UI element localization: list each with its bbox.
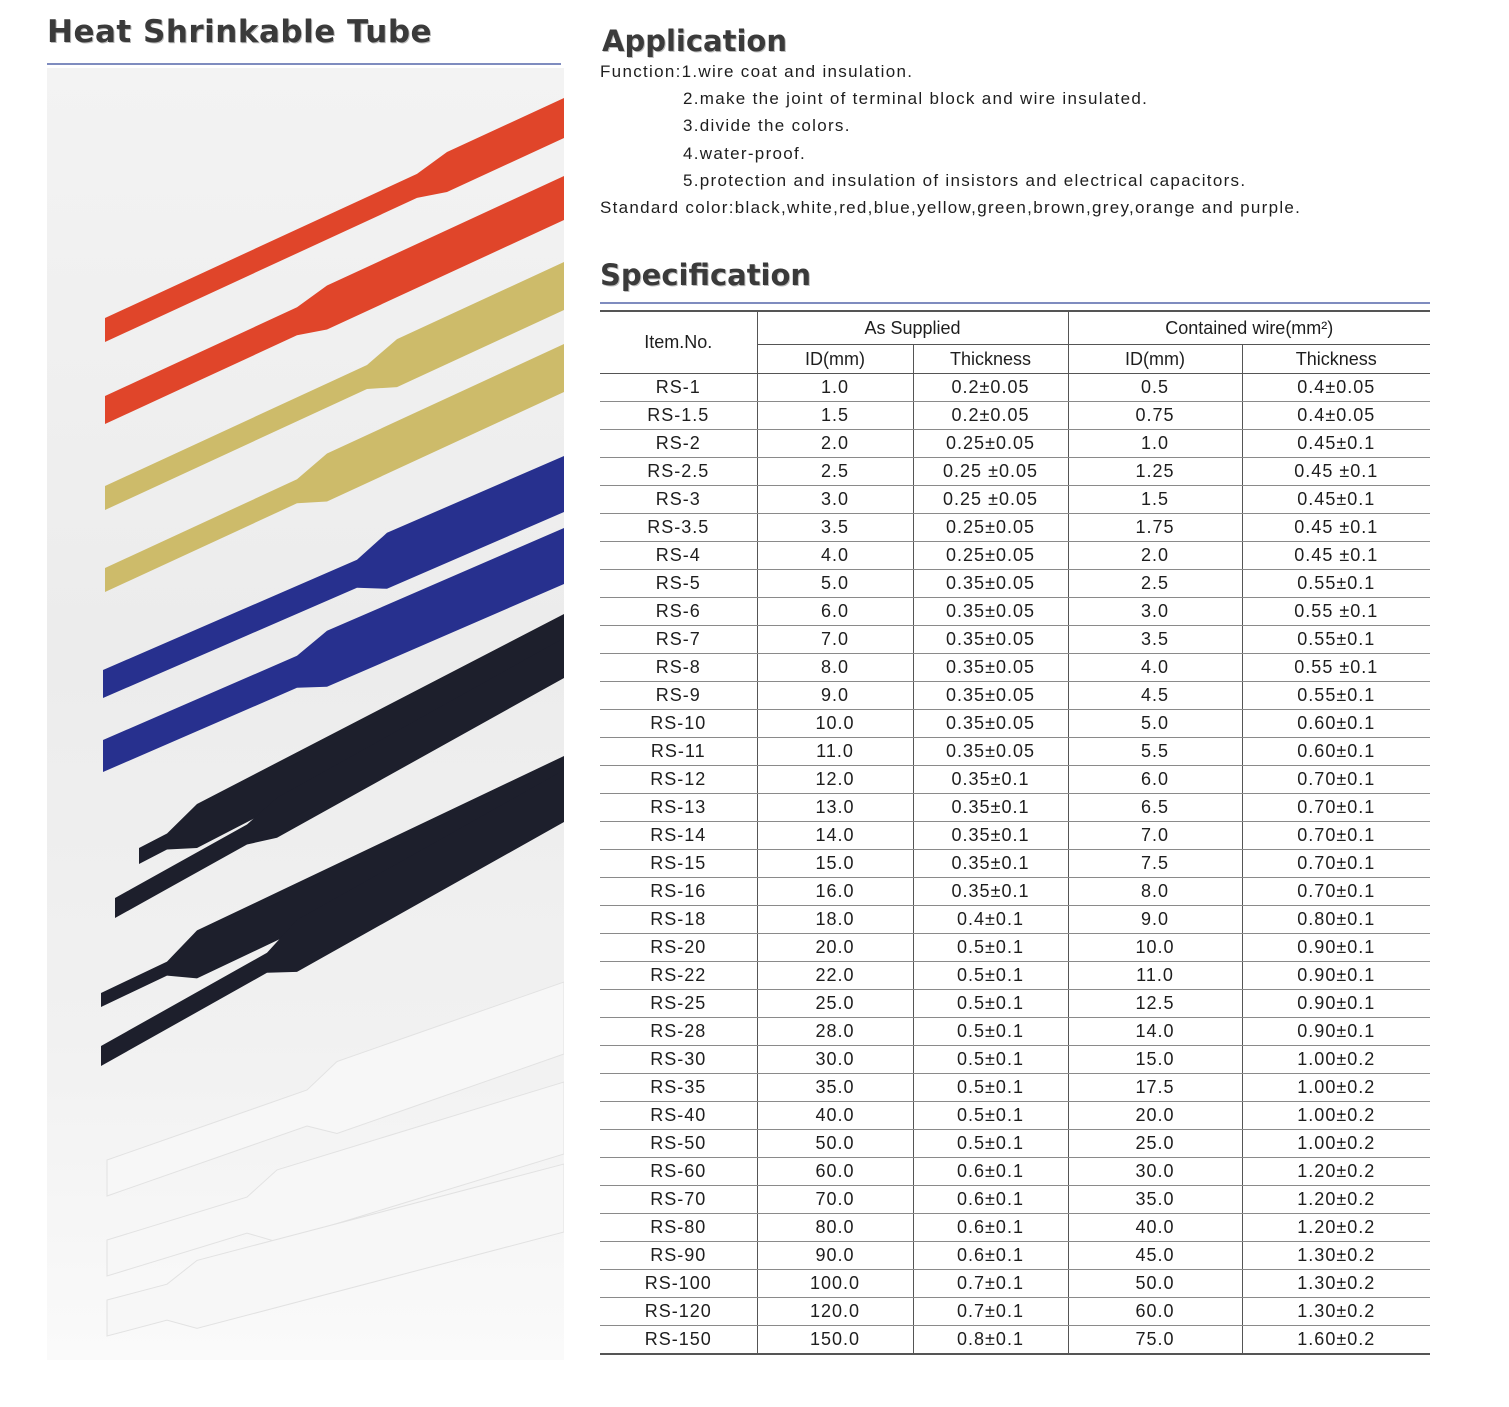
item-no-cell: RS-4 (600, 542, 757, 570)
table-row (600, 1270, 1430, 1298)
thickness-cell: 0.5±0.1 (913, 1074, 1068, 1102)
item-no-cell: RS-11 (600, 738, 757, 766)
specification-table (600, 310, 1430, 1355)
thickness-cell: 0.25 ±0.05 (913, 486, 1068, 514)
id-cell: 90.0 (757, 1242, 913, 1270)
thickness-cell: 0.8±0.1 (913, 1326, 1068, 1355)
wire-thickness-cell: 0.55±0.1 (1242, 682, 1430, 710)
wire-id-cell: 6.5 (1068, 794, 1242, 822)
standard-color-line: Standard color:black,white,red,blue,yellow,green,brown,grey,orange and purple. (600, 198, 1302, 217)
id-cell: 35.0 (757, 1074, 913, 1102)
table-row (600, 1130, 1430, 1158)
thickness-cell: 0.5±0.1 (913, 934, 1068, 962)
item-no-cell: RS-12 (600, 766, 757, 794)
wire-thickness-cell: 1.20±0.2 (1242, 1186, 1430, 1214)
wire-id-cell: 14.0 (1068, 1018, 1242, 1046)
thickness-cell: 0.25±0.05 (913, 514, 1068, 542)
wire-id-cell: 4.0 (1068, 654, 1242, 682)
wire-id-cell: 40.0 (1068, 1214, 1242, 1242)
item-no-cell: RS-5 (600, 570, 757, 598)
table-row (600, 514, 1430, 542)
function-line-3: 3.divide the colors. (683, 116, 851, 135)
wire-id-cell: 6.0 (1068, 766, 1242, 794)
wire-id-cell: 50.0 (1068, 1270, 1242, 1298)
wire-id-cell: 2.0 (1068, 542, 1242, 570)
wire-id-cell: 1.75 (1068, 514, 1242, 542)
item-no-cell: RS-60 (600, 1158, 757, 1186)
thickness-cell: 0.35±0.05 (913, 710, 1068, 738)
wire-id-cell: 3.5 (1068, 626, 1242, 654)
header-as-supplied: As Supplied (757, 311, 1068, 345)
id-cell: 60.0 (757, 1158, 913, 1186)
thickness-cell: 0.5±0.1 (913, 1046, 1068, 1074)
wire-thickness-cell: 1.20±0.2 (1242, 1158, 1430, 1186)
wire-id-cell: 17.5 (1068, 1074, 1242, 1102)
function-line-2: 2.make the joint of terminal block and wire insulated. (683, 89, 1149, 108)
thickness-cell: 0.35±0.1 (913, 878, 1068, 906)
wire-id-cell: 11.0 (1068, 962, 1242, 990)
wire-id-cell: 5.0 (1068, 710, 1242, 738)
specification-rows (600, 374, 1430, 1355)
table-row (600, 570, 1430, 598)
wire-thickness-cell: 0.45±0.1 (1242, 486, 1430, 514)
id-cell: 8.0 (757, 654, 913, 682)
function-line-4: 4.water-proof. (683, 144, 807, 163)
wire-thickness-cell: 0.90±0.1 (1242, 1018, 1430, 1046)
wire-thickness-cell: 0.55±0.1 (1242, 626, 1430, 654)
item-no-cell: RS-13 (600, 794, 757, 822)
id-cell: 11.0 (757, 738, 913, 766)
wire-id-cell: 30.0 (1068, 1158, 1242, 1186)
wire-thickness-cell: 0.70±0.1 (1242, 850, 1430, 878)
wire-id-cell: 25.0 (1068, 1130, 1242, 1158)
wire-id-cell: 9.0 (1068, 906, 1242, 934)
item-no-cell: RS-7 (600, 626, 757, 654)
wire-thickness-cell: 0.70±0.1 (1242, 878, 1430, 906)
item-no-cell: RS-100 (600, 1270, 757, 1298)
id-cell: 1.0 (757, 374, 913, 402)
thickness-cell: 0.5±0.1 (913, 1130, 1068, 1158)
function-line-1: Function:1.wire coat and insulation. (600, 62, 914, 81)
thickness-cell: 0.7±0.1 (913, 1270, 1068, 1298)
id-cell: 6.0 (757, 598, 913, 626)
wire-thickness-cell: 0.60±0.1 (1242, 710, 1430, 738)
item-no-cell: RS-9 (600, 682, 757, 710)
wire-thickness-cell: 1.00±0.2 (1242, 1074, 1430, 1102)
id-cell: 15.0 (757, 850, 913, 878)
thickness-cell: 0.25±0.05 (913, 430, 1068, 458)
wire-id-cell: 15.0 (1068, 1046, 1242, 1074)
thickness-cell: 0.2±0.05 (913, 402, 1068, 430)
wire-id-cell: 75.0 (1068, 1326, 1242, 1355)
id-cell: 120.0 (757, 1298, 913, 1326)
item-no-cell: RS-40 (600, 1102, 757, 1130)
id-cell: 4.0 (757, 542, 913, 570)
table-row (600, 374, 1430, 402)
table-row (600, 402, 1430, 430)
item-no-cell: RS-15 (600, 850, 757, 878)
id-cell: 22.0 (757, 962, 913, 990)
table-row (600, 654, 1430, 682)
item-no-cell: RS-18 (600, 906, 757, 934)
wire-thickness-cell: 0.90±0.1 (1242, 934, 1430, 962)
thickness-cell: 0.35±0.1 (913, 794, 1068, 822)
table-row (600, 1214, 1430, 1242)
wire-id-cell: 8.0 (1068, 878, 1242, 906)
item-no-cell: RS-3 (600, 486, 757, 514)
id-cell: 150.0 (757, 1326, 913, 1355)
id-cell: 50.0 (757, 1130, 913, 1158)
item-no-cell: RS-28 (600, 1018, 757, 1046)
wire-thickness-cell: 1.00±0.2 (1242, 1046, 1430, 1074)
item-no-cell: RS-150 (600, 1326, 757, 1355)
thickness-cell: 0.5±0.1 (913, 1102, 1068, 1130)
thickness-cell: 0.35±0.05 (913, 654, 1068, 682)
header-item-no: Item.No. (600, 311, 757, 374)
header-wire-thickness: Thickness (1242, 345, 1430, 374)
wire-id-cell: 2.5 (1068, 570, 1242, 598)
table-row (600, 682, 1430, 710)
table-row (600, 430, 1430, 458)
wire-thickness-cell: 0.90±0.1 (1242, 990, 1430, 1018)
id-cell: 40.0 (757, 1102, 913, 1130)
wire-thickness-cell: 0.70±0.1 (1242, 766, 1430, 794)
id-cell: 7.0 (757, 626, 913, 654)
wire-thickness-cell: 1.00±0.2 (1242, 1130, 1430, 1158)
id-cell: 80.0 (757, 1214, 913, 1242)
item-no-cell: RS-8 (600, 654, 757, 682)
item-no-cell: RS-80 (600, 1214, 757, 1242)
wire-thickness-cell: 0.55 ±0.1 (1242, 598, 1430, 626)
table-row (600, 486, 1430, 514)
wire-thickness-cell: 0.70±0.1 (1242, 794, 1430, 822)
specification-divider (600, 302, 1430, 304)
item-no-cell: RS-14 (600, 822, 757, 850)
item-no-cell: RS-22 (600, 962, 757, 990)
wire-thickness-cell: 0.45 ±0.1 (1242, 542, 1430, 570)
wire-thickness-cell: 1.30±0.2 (1242, 1270, 1430, 1298)
id-cell: 28.0 (757, 1018, 913, 1046)
item-no-cell: RS-30 (600, 1046, 757, 1074)
table-row (600, 962, 1430, 990)
wire-thickness-cell: 0.55 ±0.1 (1242, 654, 1430, 682)
item-no-cell: RS-50 (600, 1130, 757, 1158)
thickness-cell: 0.5±0.1 (913, 962, 1068, 990)
thickness-cell: 0.25±0.05 (913, 542, 1068, 570)
item-no-cell: RS-25 (600, 990, 757, 1018)
id-cell: 25.0 (757, 990, 913, 1018)
item-no-cell: RS-20 (600, 934, 757, 962)
thickness-cell: 0.6±0.1 (913, 1158, 1068, 1186)
id-cell: 3.5 (757, 514, 913, 542)
wire-id-cell: 7.0 (1068, 822, 1242, 850)
thickness-cell: 0.4±0.1 (913, 906, 1068, 934)
table-row (600, 626, 1430, 654)
id-cell: 10.0 (757, 710, 913, 738)
wire-id-cell: 1.5 (1068, 486, 1242, 514)
thickness-cell: 0.35±0.05 (913, 598, 1068, 626)
thickness-cell: 0.35±0.05 (913, 738, 1068, 766)
item-no-cell: RS-90 (600, 1242, 757, 1270)
id-cell: 14.0 (757, 822, 913, 850)
thickness-cell: 0.6±0.1 (913, 1214, 1068, 1242)
header-contained-wire: Contained wire(mm²) (1068, 311, 1430, 345)
thickness-cell: 0.35±0.05 (913, 626, 1068, 654)
thickness-cell: 0.35±0.1 (913, 850, 1068, 878)
product-photo (47, 68, 564, 1360)
id-cell: 12.0 (757, 766, 913, 794)
id-cell: 5.0 (757, 570, 913, 598)
table-row (600, 1074, 1430, 1102)
item-no-cell: RS-35 (600, 1074, 757, 1102)
table-row (600, 598, 1430, 626)
wire-id-cell: 5.5 (1068, 738, 1242, 766)
table-row (600, 1102, 1430, 1130)
thickness-cell: 0.6±0.1 (913, 1186, 1068, 1214)
table-row (600, 878, 1430, 906)
wire-thickness-cell: 0.45±0.1 (1242, 430, 1430, 458)
thickness-cell: 0.25 ±0.05 (913, 458, 1068, 486)
wire-id-cell: 0.5 (1068, 374, 1242, 402)
id-cell: 9.0 (757, 682, 913, 710)
table-row (600, 990, 1430, 1018)
id-cell: 2.0 (757, 430, 913, 458)
thickness-cell: 0.5±0.1 (913, 1018, 1068, 1046)
id-cell: 70.0 (757, 1186, 913, 1214)
wire-thickness-cell: 0.80±0.1 (1242, 906, 1430, 934)
wire-id-cell: 45.0 (1068, 1242, 1242, 1270)
item-no-cell: RS-2 (600, 430, 757, 458)
application-title: Application (602, 24, 787, 58)
wire-thickness-cell: 1.00±0.2 (1242, 1102, 1430, 1130)
wire-thickness-cell: 1.30±0.2 (1242, 1242, 1430, 1270)
table-row (600, 710, 1430, 738)
item-no-cell: RS-10 (600, 710, 757, 738)
header-id: ID(mm) (757, 345, 913, 374)
wire-thickness-cell: 1.20±0.2 (1242, 1214, 1430, 1242)
table-row (600, 1326, 1430, 1355)
table-row (600, 934, 1430, 962)
header-thickness: Thickness (913, 345, 1068, 374)
id-cell: 3.0 (757, 486, 913, 514)
table-row (600, 766, 1430, 794)
wire-thickness-cell: 0.90±0.1 (1242, 962, 1430, 990)
thickness-cell: 0.35±0.1 (913, 766, 1068, 794)
thickness-cell: 0.7±0.1 (913, 1298, 1068, 1326)
table-row (600, 822, 1430, 850)
thickness-cell: 0.35±0.05 (913, 682, 1068, 710)
item-no-cell: RS-1.5 (600, 402, 757, 430)
wire-id-cell: 60.0 (1068, 1298, 1242, 1326)
table-row (600, 458, 1430, 486)
wire-id-cell: 1.25 (1068, 458, 1242, 486)
item-no-cell: RS-120 (600, 1298, 757, 1326)
wire-id-cell: 10.0 (1068, 934, 1242, 962)
table-row (600, 1298, 1430, 1326)
wire-id-cell: 20.0 (1068, 1102, 1242, 1130)
item-no-cell: RS-1 (600, 374, 757, 402)
id-cell: 20.0 (757, 934, 913, 962)
table-row (600, 850, 1430, 878)
id-cell: 1.5 (757, 402, 913, 430)
thickness-cell: 0.6±0.1 (913, 1242, 1068, 1270)
wire-id-cell: 3.0 (1068, 598, 1242, 626)
wire-thickness-cell: 0.4±0.05 (1242, 374, 1430, 402)
wire-id-cell: 1.0 (1068, 430, 1242, 458)
wire-thickness-cell: 0.4±0.05 (1242, 402, 1430, 430)
wire-id-cell: 12.5 (1068, 990, 1242, 1018)
table-row (600, 542, 1430, 570)
table-row (600, 1242, 1430, 1270)
table-row (600, 1158, 1430, 1186)
wire-thickness-cell: 1.60±0.2 (1242, 1326, 1430, 1355)
table-row (600, 794, 1430, 822)
wire-thickness-cell: 0.45 ±0.1 (1242, 458, 1430, 486)
wire-id-cell: 7.5 (1068, 850, 1242, 878)
thickness-cell: 0.5±0.1 (913, 990, 1068, 1018)
function-line-5: 5.protection and insulation of insistors and electrical capacitors. (683, 171, 1247, 190)
title-divider (47, 63, 561, 65)
id-cell: 100.0 (757, 1270, 913, 1298)
wire-thickness-cell: 0.60±0.1 (1242, 738, 1430, 766)
table-row (600, 1046, 1430, 1074)
thickness-cell: 0.2±0.05 (913, 374, 1068, 402)
wire-id-cell: 4.5 (1068, 682, 1242, 710)
id-cell: 13.0 (757, 794, 913, 822)
wire-thickness-cell: 0.45 ±0.1 (1242, 514, 1430, 542)
table-row (600, 1186, 1430, 1214)
thickness-cell: 0.35±0.05 (913, 570, 1068, 598)
item-no-cell: RS-70 (600, 1186, 757, 1214)
wire-thickness-cell: 0.70±0.1 (1242, 822, 1430, 850)
table-row (600, 1018, 1430, 1046)
id-cell: 18.0 (757, 906, 913, 934)
table-row (600, 906, 1430, 934)
item-no-cell: RS-2.5 (600, 458, 757, 486)
page-title: Heat Shrinkable Tube (47, 14, 433, 50)
id-cell: 16.0 (757, 878, 913, 906)
thickness-cell: 0.35±0.1 (913, 822, 1068, 850)
id-cell: 30.0 (757, 1046, 913, 1074)
header-wire-id: ID(mm) (1068, 345, 1242, 374)
wire-thickness-cell: 1.30±0.2 (1242, 1298, 1430, 1326)
wire-id-cell: 35.0 (1068, 1186, 1242, 1214)
wire-thickness-cell: 0.55±0.1 (1242, 570, 1430, 598)
wire-id-cell: 0.75 (1068, 402, 1242, 430)
item-no-cell: RS-3.5 (600, 514, 757, 542)
table-row (600, 738, 1430, 766)
id-cell: 2.5 (757, 458, 913, 486)
item-no-cell: RS-16 (600, 878, 757, 906)
item-no-cell: RS-6 (600, 598, 757, 626)
specification-title: Specification (600, 258, 812, 292)
